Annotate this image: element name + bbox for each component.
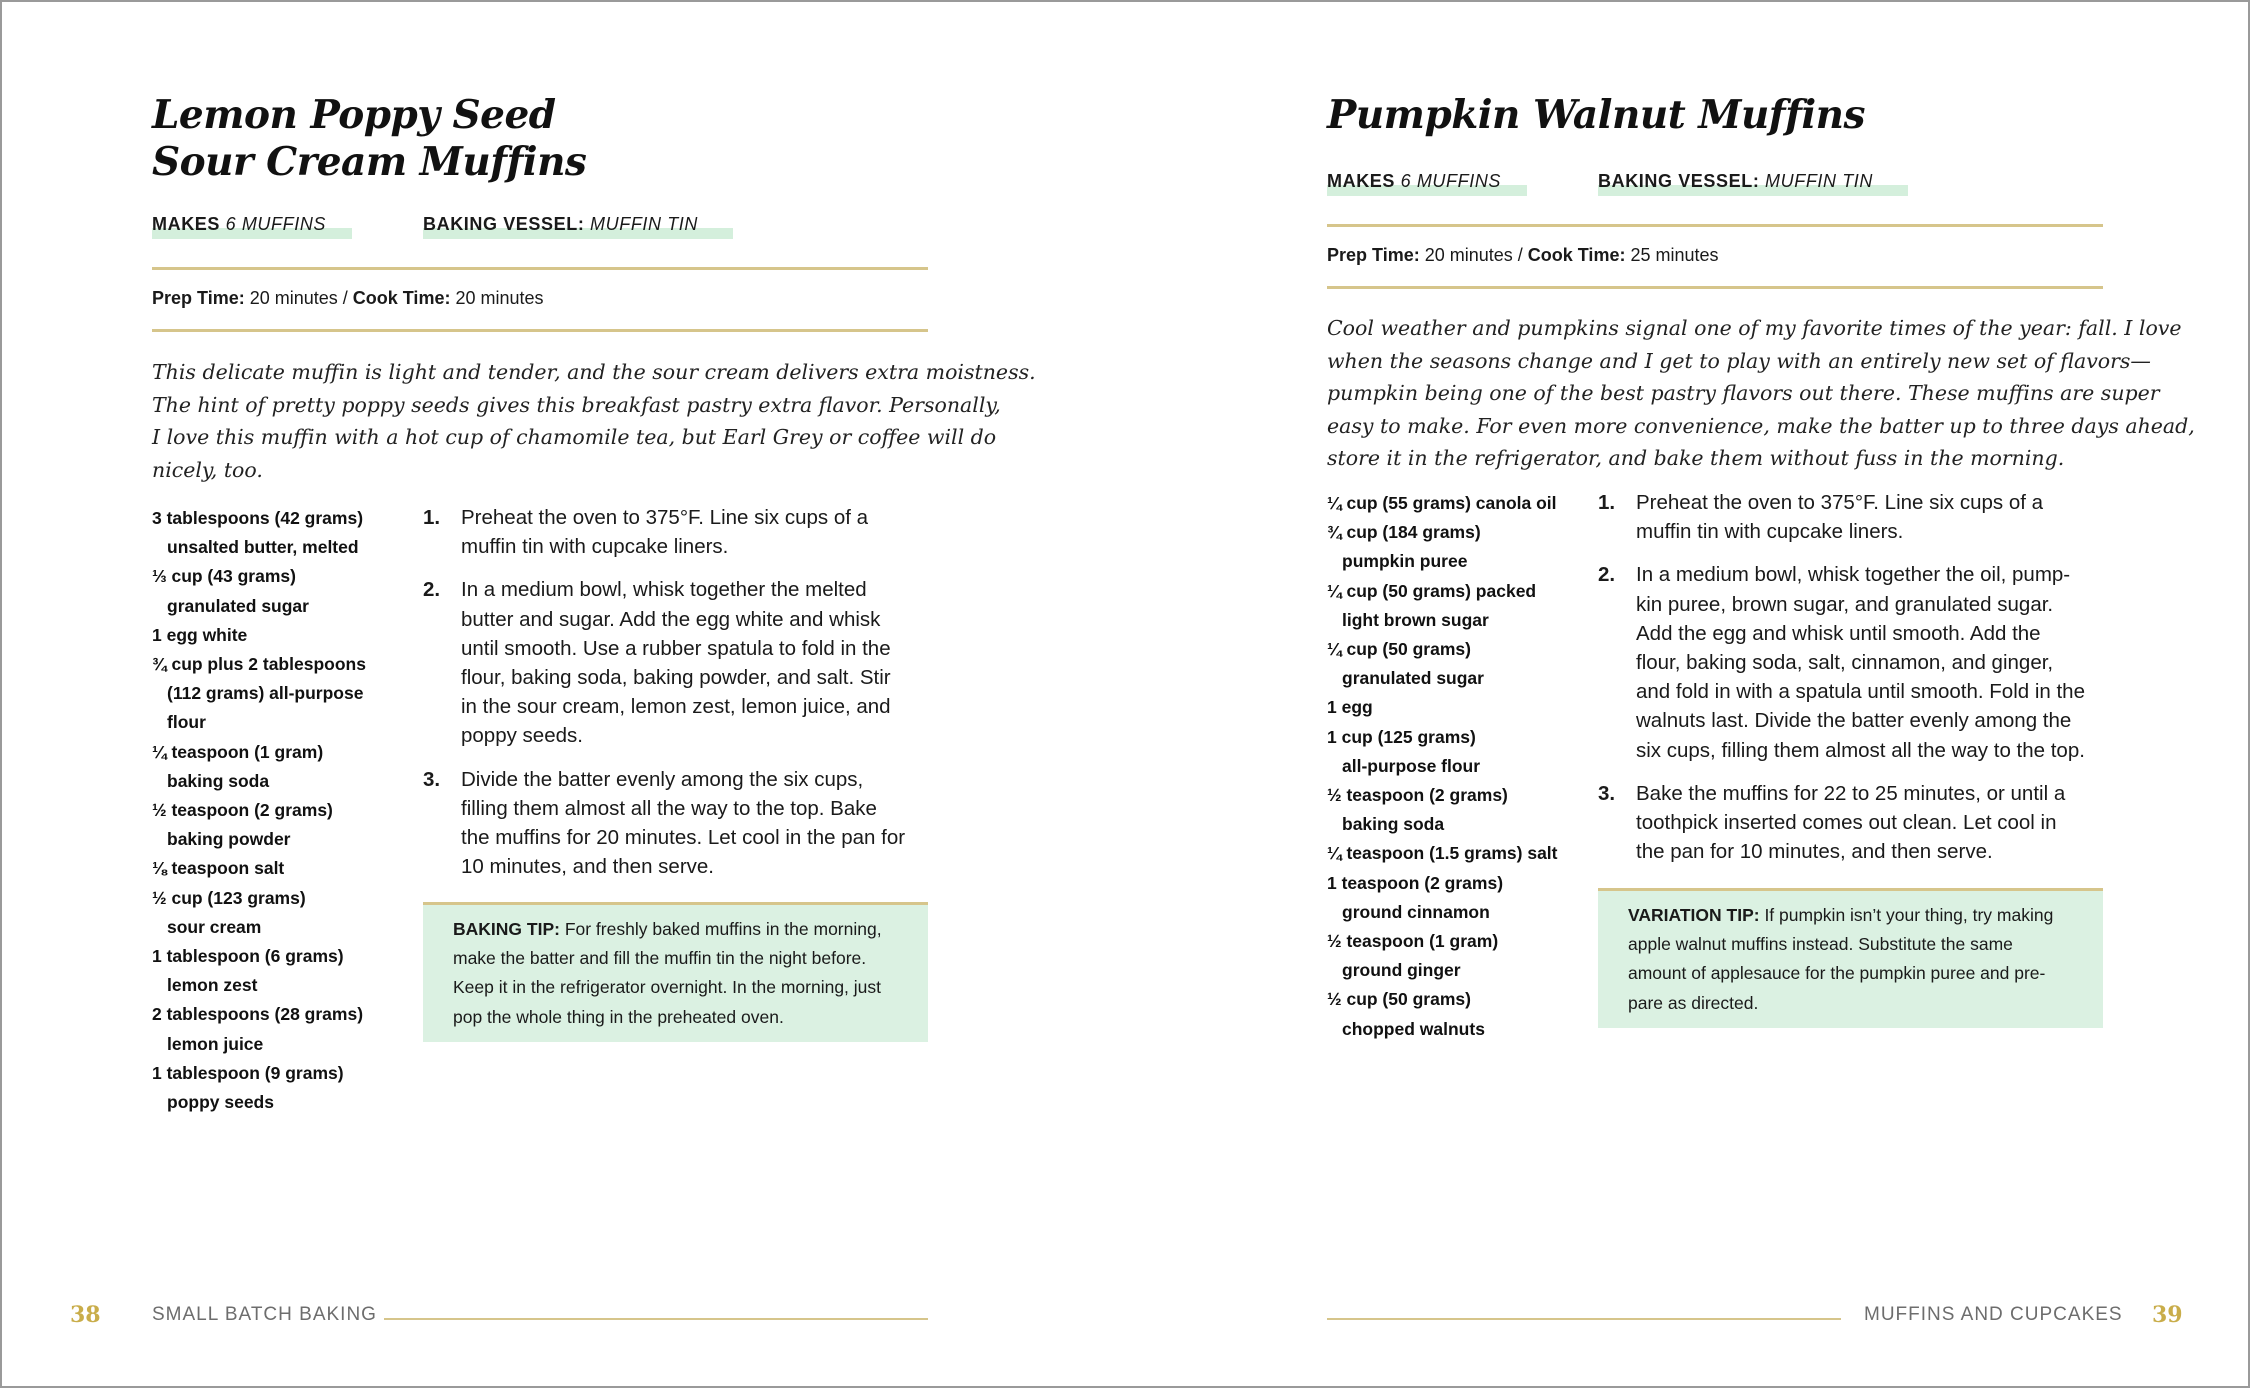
variation-tip-box (1598, 888, 2103, 1028)
tip-line: pop the whole thing in the preheated oven. (453, 1006, 784, 1027)
tip-line: apple walnut muffins instead. Substitute the same (1628, 934, 2013, 955)
vessel-label: BAKING VESSEL: (423, 214, 585, 234)
intro-paragraph (152, 356, 1036, 486)
step (1598, 488, 2103, 546)
intro-line: This delicate muffin is light and tender, and the sour cream delivers extra moistness. (152, 360, 1036, 384)
recipe-meta (1327, 171, 2103, 201)
vessel-label: BAKING VESSEL: (1598, 171, 1760, 191)
divider (1327, 224, 2103, 227)
running-head-left: SMALL BATCH BAKING (152, 1304, 377, 1325)
step-line: the pan for 10 minutes, and then serve. (1636, 840, 1993, 864)
ingredient-line: lemon zest (167, 975, 258, 996)
ingredient-line: (112 grams) all-purpose (167, 683, 364, 704)
step-line: Preheat the oven to 375°F. Line six cups of a (1636, 491, 2044, 514)
prep-label: Prep Time: (1327, 245, 1420, 265)
ingredient-line: ¼ cup (50 grams) packed (1327, 580, 1537, 601)
title-line: Lemon Poppy Seed (152, 92, 556, 138)
step-line: flour, baking soda, baking powder, and salt. Stir (461, 666, 891, 690)
step-number: 2. (1598, 563, 1616, 587)
step-line: Divide the batter evenly among the six cups, (461, 767, 864, 791)
ingredient-line: ¼ cup (50 grams) (1327, 639, 1471, 660)
intro-line: easy to make. For even more convenience, make the batter up to three days ahead, (1327, 413, 2195, 438)
ingredient-line: ¼ teaspoon (1.5 grams) salt (1327, 843, 1558, 864)
step-line: and fold in with a spatula until smooth. Fold in the (1636, 680, 2085, 704)
ingredient-item (152, 504, 366, 562)
step-line: muffin tin with cupcake liners. (1636, 520, 1904, 544)
ingredient-line: all-purpose flour (1342, 755, 1481, 776)
intro-line: I love this muffin with a hot cup of chamomile tea, but Earl Grey or coffee will do (152, 425, 997, 449)
step (423, 765, 928, 882)
tip-line (1628, 901, 2073, 930)
ingredient-line: ¼ cup (55 grams) canola oil (1327, 493, 1557, 513)
intro-line: store it in the refrigerator, and bake them without fuss in the morning. (1327, 446, 2065, 470)
ingredient-line: ½ teaspoon (2 grams) (152, 800, 333, 821)
tip-line: make the batter and fill the muffin tin the night before. (453, 948, 867, 969)
ingredient-line: 1 teaspoon (2 grams) (1327, 872, 1504, 893)
step-line: muffin tin with cupcake liners. (461, 535, 729, 559)
ingredient-item (152, 1059, 366, 1117)
prep-value: 20 minutes / (244, 288, 353, 308)
makes-badge (152, 214, 352, 239)
ingredient-line: ¾ cup plus 2 tablespoons (152, 654, 366, 675)
ingredient-line: ¼ teaspoon (1 gram) (152, 741, 324, 762)
recipe-title (1327, 92, 1865, 139)
ingredient-item (1327, 489, 1558, 518)
ingredient-item (152, 738, 366, 796)
step-line: Preheat the oven to 375°F. Line six cups of a (461, 506, 869, 529)
ingredient-item (1327, 518, 1558, 576)
step-line: butter and sugar. Add the egg white and whisk (461, 607, 881, 631)
intro-line: Cool weather and pumpkins signal one of my favorite times of the year: fall. I love (1327, 316, 2182, 340)
ingredient-line: ½ teaspoon (1 gram) (1327, 931, 1499, 952)
step-line: 10 minutes, and then serve. (461, 855, 714, 879)
step-line: kin puree, brown sugar, and granulated sugar. (1636, 592, 2054, 616)
prep-label: Prep Time: (152, 288, 245, 308)
ingredient-line: ½ cup (123 grams) (152, 887, 306, 908)
ingredient-item (152, 621, 366, 650)
title-line: Pumpkin Walnut Muffins (1327, 92, 1865, 138)
ingredient-item (152, 562, 366, 620)
ingredient-line: lemon juice (167, 1033, 264, 1054)
vessel-value: MUFFIN TIN (1765, 171, 1874, 191)
ingredient-item (152, 854, 366, 883)
step-line: the muffins for 20 minutes. Let cool in the pan for (461, 826, 906, 850)
ingredient-line: unsalted butter, melted (167, 537, 359, 558)
ingredient-line: chopped walnuts (1342, 1018, 1485, 1039)
prep-value: 20 minutes / (1419, 245, 1528, 265)
ingredient-line: ⅓ cup (43 grams) (152, 566, 296, 587)
ingredient-line: ⅛ teaspoon salt (152, 858, 285, 879)
footer-rule-left (384, 1318, 928, 1320)
step-line: Add the egg and whisk until smooth. Add the (1636, 621, 2041, 645)
page-number-left: 38 (70, 1302, 101, 1328)
step-line: filling them almost all the way to the top. Bake (461, 796, 877, 820)
step-line: toothpick inserted comes out clean. Let cool in (1636, 811, 2057, 835)
step-line: flour, baking soda, salt, cinnamon, and ginger, (1636, 651, 2054, 675)
tip-line: amount of applesauce for the pumpkin puree and pre- (1628, 963, 2046, 984)
step (1598, 560, 2103, 764)
step-number: 3. (423, 767, 441, 791)
step-line: walnuts last. Divide the batter evenly among the (1636, 709, 2072, 733)
ingredient-line: granulated sugar (1342, 668, 1484, 689)
ingredient-line: ground ginger (1342, 960, 1461, 981)
ingredient-line: granulated sugar (167, 595, 309, 616)
makes-badge (1327, 171, 1527, 196)
ingredient-line: ½ cup (50 grams) (1327, 989, 1471, 1010)
step-line: In a medium bowl, whisk together the melted (461, 578, 867, 602)
makes-value: 6 MUFFINS (225, 214, 327, 234)
tip-line: pare as directed. (1628, 992, 1759, 1013)
ingredient-line: poppy seeds (167, 1092, 274, 1113)
ingredient-line: pumpkin puree (1342, 551, 1468, 572)
running-head-right: MUFFINS AND CUPCAKES (1864, 1304, 2123, 1325)
ingredient-item (152, 884, 366, 942)
ingredient-list (1327, 489, 1558, 1044)
ingredient-item (1327, 839, 1558, 868)
divider (152, 267, 928, 270)
ingredient-item (1327, 927, 1558, 985)
step (1598, 779, 2103, 867)
ingredient-line: baking soda (167, 770, 270, 791)
step-line: poppy seeds. (461, 724, 583, 748)
step (423, 503, 928, 561)
step-line: six cups, filling them almost all the way to the top. (1636, 738, 2085, 762)
recipe-title (152, 92, 586, 186)
ingredient-list (152, 504, 366, 1117)
intro-line: nicely, too. (152, 457, 263, 482)
time-row (1327, 245, 1719, 266)
baking-tip-box (423, 902, 928, 1042)
cook-value: 25 minutes (1625, 245, 1719, 265)
ingredient-item (152, 1000, 366, 1058)
makes-label: MAKES (1327, 171, 1396, 191)
ingredient-line: 1 tablespoon (9 grams) (152, 1062, 344, 1083)
ingredient-item (1327, 577, 1558, 635)
step-line: in the sour cream, lemon zest, lemon juice, and (461, 695, 891, 719)
ingredient-line: light brown sugar (1342, 609, 1489, 630)
intro-line: pumpkin being one of the best pastry flavors out there. These muffins are super (1327, 381, 2160, 405)
makes-label: MAKES (152, 214, 221, 234)
vessel-value: MUFFIN TIN (590, 214, 699, 234)
ingredient-line: ¾ cup (184 grams) (1327, 522, 1481, 543)
ingredient-line: sour cream (167, 916, 262, 937)
recipe-meta (152, 214, 928, 244)
cook-value: 20 minutes (450, 288, 544, 308)
ingredient-item (152, 650, 366, 738)
ingredient-item (1327, 635, 1558, 693)
ingredient-line: 1 egg white (152, 624, 248, 645)
intro-line: The hint of pretty poppy seeds gives this breakfast pastry extra flavor. Personally, (152, 392, 1001, 417)
ingredient-item (1327, 869, 1558, 927)
step-line: In a medium bowl, whisk together the oil, pump- (1636, 563, 2071, 587)
cook-label: Cook Time: (352, 288, 451, 308)
ingredient-item (1327, 693, 1558, 722)
ingredient-item (152, 796, 366, 854)
time-row (152, 288, 544, 309)
tip-line: Keep it in the refrigerator overnight. In the morning, just (453, 977, 882, 998)
cook-label: Cook Time: (1527, 245, 1626, 265)
ingredient-line: 2 tablespoons (28 grams) (152, 1004, 364, 1025)
divider (152, 329, 928, 332)
vessel-badge (423, 214, 733, 239)
intro-paragraph (1327, 312, 2195, 475)
divider (1327, 286, 2103, 289)
method-steps (1598, 488, 2103, 880)
vessel-badge (1598, 171, 1908, 196)
makes-value: 6 MUFFINS (1400, 171, 1502, 191)
step-number: 2. (423, 578, 441, 602)
tip-label: VARIATION TIP: (1628, 905, 1760, 925)
ingredient-line: 1 tablespoon (6 grams) (152, 946, 344, 967)
step (423, 575, 928, 750)
ingredient-line: ½ teaspoon (2 grams) (1327, 785, 1508, 806)
tip-text: If pumpkin isn’t your thing, try making (1759, 905, 2054, 925)
ingredient-line: 1 cup (125 grams) (1327, 726, 1476, 747)
ingredient-item (1327, 985, 1558, 1043)
ingredient-item (152, 942, 366, 1000)
method-steps (423, 503, 928, 895)
step-number: 3. (1598, 781, 1616, 805)
ingredient-line: flour (167, 712, 206, 733)
ingredient-line: 1 egg (1327, 697, 1373, 718)
left-page (152, 2, 1036, 1388)
step-line: Bake the muffins for 22 to 25 minutes, or until a (1636, 781, 2066, 805)
tip-label: BAKING TIP: (453, 919, 560, 939)
step-number: 1. (1598, 491, 1616, 514)
title-line: Sour Cream Muffins (152, 139, 587, 185)
ingredient-item (1327, 723, 1558, 781)
tip-line (453, 915, 898, 944)
ingredient-line: baking soda (1342, 814, 1445, 835)
ingredient-line: baking powder (167, 829, 291, 850)
ingredient-item (1327, 781, 1558, 839)
footer-rule-right (1327, 1318, 1841, 1320)
tip-text: For freshly baked muffins in the morning, (559, 919, 882, 939)
step-line: until smooth. Use a rubber spatula to fold in the (461, 636, 891, 660)
intro-line: when the seasons change and I get to play with an entirely new set of flavors— (1327, 348, 2151, 373)
page-number-right: 39 (2152, 1302, 2183, 1328)
ingredient-line: 3 tablespoons (42 grams) (152, 508, 364, 528)
step-number: 1. (423, 506, 441, 529)
ingredient-line: ground cinnamon (1342, 901, 1490, 922)
